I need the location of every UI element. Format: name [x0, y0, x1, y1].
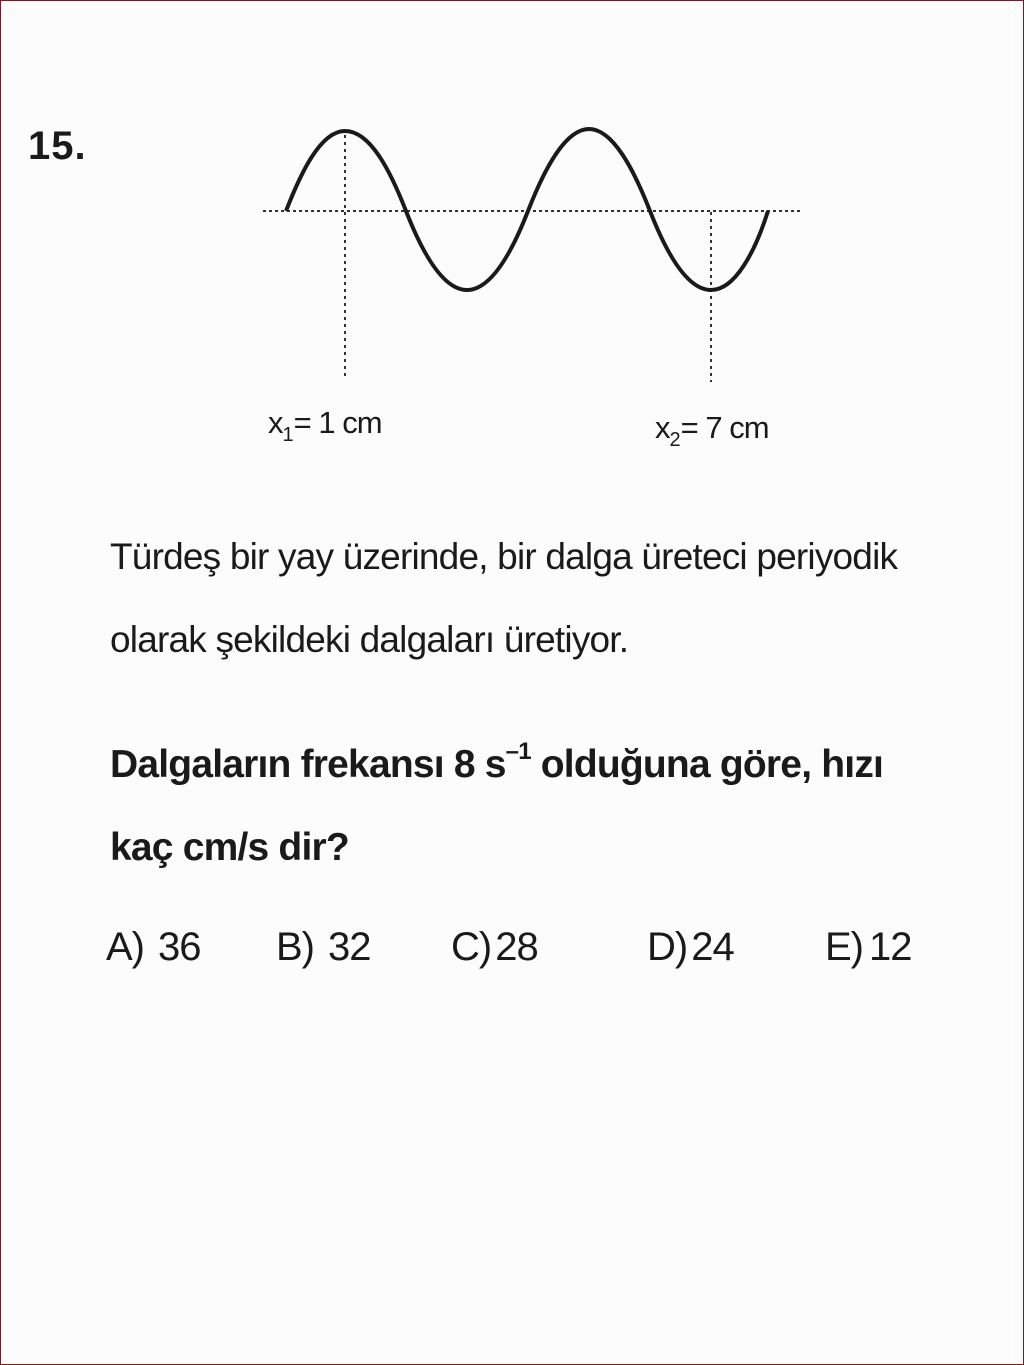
option-value: 32	[328, 925, 371, 969]
stem-line-2: olarak şekildeki dalgaları üretiyor.	[110, 619, 629, 660]
option-d[interactable]	[647, 925, 734, 970]
x2-value: = 7 cm	[680, 410, 769, 445]
question-number: 15.	[28, 124, 87, 168]
x2-label	[655, 410, 769, 452]
option-letter: A)	[106, 925, 144, 969]
question-stem	[110, 515, 980, 681]
x2-symbol: x	[655, 410, 670, 445]
x1-label	[268, 405, 382, 447]
prompt-part-1: Dalgaların frekansı 8 s	[110, 743, 506, 786]
option-a[interactable]	[106, 925, 201, 970]
question-prompt	[110, 710, 980, 889]
stem-line-1: Türdeş bir yay üzerinde, bir dalga üreteci periyodik	[110, 536, 898, 577]
x1-subscript: 1	[282, 424, 293, 446]
x1-symbol: x	[268, 405, 283, 440]
option-value: 12	[869, 925, 912, 969]
option-letter: C)	[451, 925, 492, 969]
option-letter: B)	[276, 925, 314, 969]
prompt-line-1	[110, 710, 980, 806]
option-value: 36	[158, 925, 201, 969]
prompt-part-2: olduğuna göre, hızı	[530, 743, 884, 786]
wave-figure	[0, 0, 1024, 480]
prompt-exponent: –1	[505, 738, 531, 765]
x2-subscript: 2	[669, 429, 680, 451]
option-c[interactable]	[451, 925, 538, 970]
option-e[interactable]	[825, 925, 912, 970]
x1-value: = 1 cm	[293, 405, 382, 440]
option-letter: E)	[825, 925, 863, 969]
option-value: 28	[495, 925, 538, 969]
option-letter: D)	[647, 925, 688, 969]
option-b[interactable]	[276, 925, 371, 970]
wave-curve	[286, 129, 768, 290]
option-value: 24	[691, 925, 734, 969]
prompt-line-2: kaç cm/s dir?	[110, 826, 349, 869]
answer-options	[0, 925, 1024, 985]
